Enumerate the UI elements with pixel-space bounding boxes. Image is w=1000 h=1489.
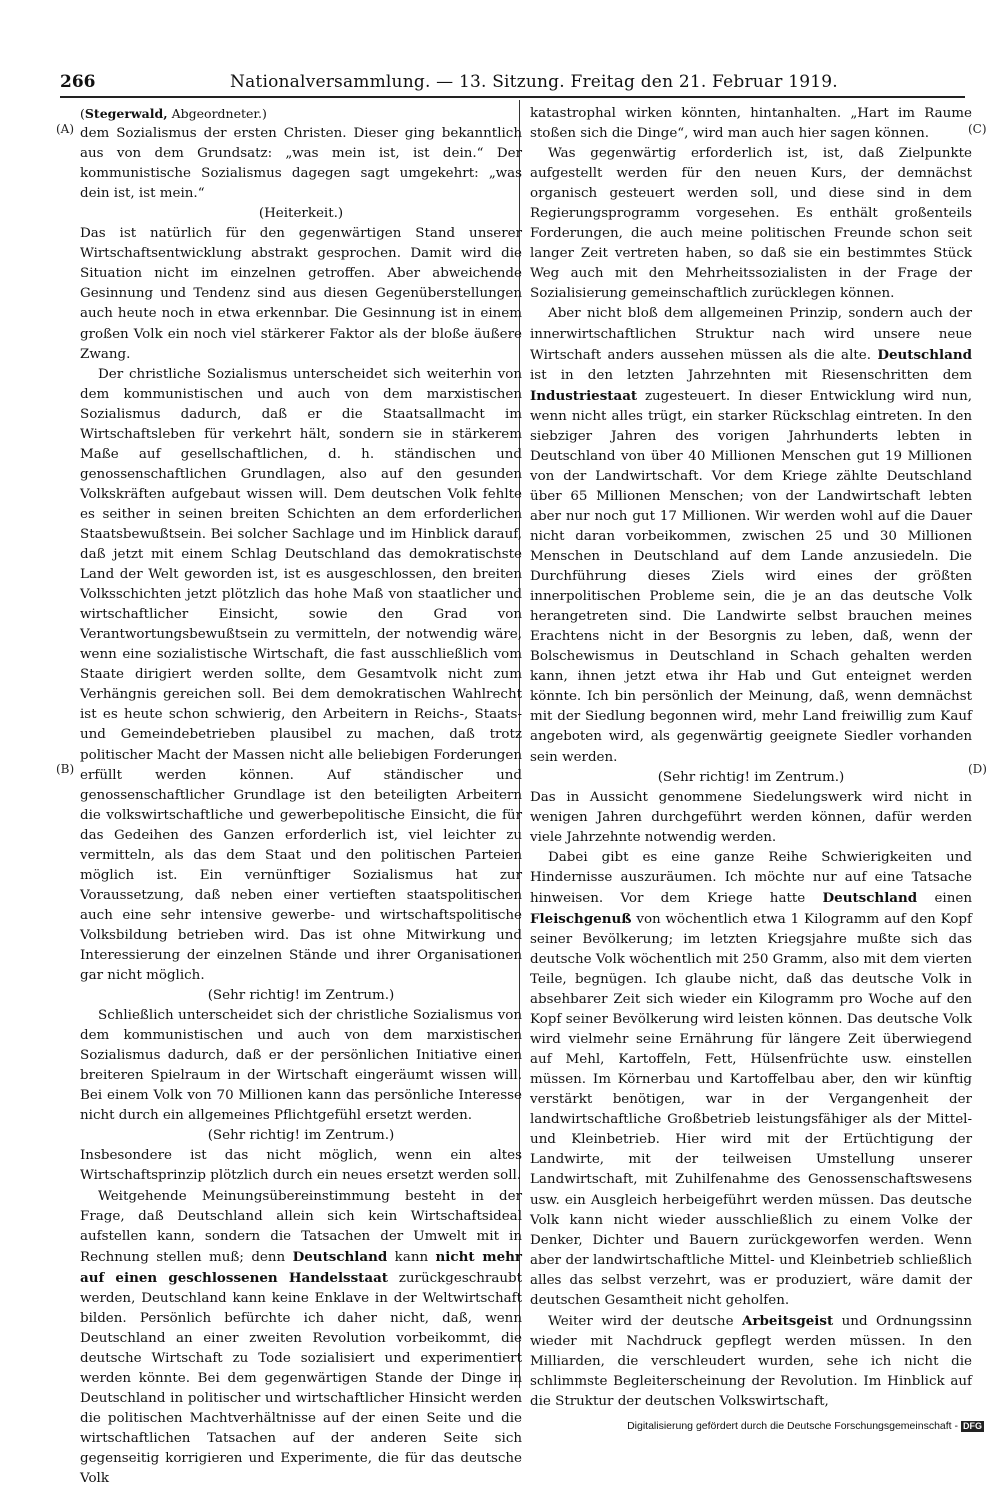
margin-label-d: (D) <box>968 762 987 776</box>
text-run: einen <box>934 890 972 906</box>
interjection: (Sehr richtig! im Zentrum.) <box>207 988 395 1004</box>
bold-term: Fleischgenuß <box>530 910 632 927</box>
footer-text: Digitalisierung gefördert durch die Deutsche Forschungsgemeinschaft - <box>627 1420 958 1432</box>
bold-term: Deutschland <box>877 346 972 363</box>
text-run: zugesteuert. In dieser Entwicklung wird nun, wenn nicht alles trügt, ein starker Rückschlag eintreten. In den siebziger Jahren des vorigen Jahrhunderts lebten in Deutschland von über 40 Millionen Menschen gut 19 Millionen von der Landwirtschaft. Vor dem Kriege zählte Deutschland über 65 Millionen Menschen; von der Landwirtschaft lebten aber nur noch gut 17 Millionen. Wir werden wohl auf die Dauer nicht daran vorbeikommen, zwischen 25 und 30 Millionen Menschen in Deutschland auf dem Lande anzusiedeln. Die Durchführung dieses Ziels wird eines der größten innerpolitischen Probleme sein, die je an das deutsche Volk herangetreten sind. Die Landwirte selbst brauchen meines Erachtens nicht in der Besorgnis zu leben, daß, wenn der Bolschewismus in Deutschland in Schach gehalten werden kann, ihnen jetzt etwa ihr Hab und Gut enteignet werden könnte. Ich bin persönlich der Meinung, daß, wenn demnächst mit der Siedlung begonnen wird, mehr Land freiwillig zum Kauf angeboten wird, als gegenwärtig geeignete Siedler vorhanden sein werden. <box>530 388 972 765</box>
text-run: zurückgeschraubt werden, Deutschland kann keine Enklave in der Weltwirtschaft bilden. Persönlich befürchte ich daher nicht, daß, wenn Deutschland an einer zweiten Revolution vorbeikommt, die deutsche Wirtschaft zu Tode sozialisiert und experimentiert werden könnte. Bei dem gegenwärtigen Stande der Dinge in Deutschland in politischer und wirtschaftlicher Hinsicht werden die politischen Machtverhältnisse auf der einen Seite und die wirtschaftlichen Tatsachen auf der anderen Seite sich gegenseitig korrigieren und Experimente, die für das deutsche Volk <box>80 1270 522 1487</box>
paragraph: Insbesondere ist das nicht möglich, wenn ein altes Wirtschaftsprinzip plötzlich durch ein neues ersetzt werden soll. <box>80 1148 522 1184</box>
page-header <box>60 72 965 98</box>
text-run: ist in den letzten Jahrzehnten mit Riesenschritten dem <box>530 367 972 383</box>
paragraph: Der christliche Sozialismus unterscheidet sich weiterhin von dem kommunistischen und auch von dem marxistischen Sozialismus dadurch, daß er die Staatsallmacht im Wirtschaftsleben für verkehrt hält, sondern sie in stärkerem Maße auf gesellschaftlichen, d. h. ständischen und genossenschaftlichen Grundlagen, also auf den gesunden Volkskräften aufgebaut wissen will. Dem deutschen Volk fehlte es seither in seinen breiten Schichten an dem erforderlichen Staatsbewußtsein. Bei solcher Sachlage und im Hinblick darauf, daß jetzt mit einem Schlag Deutschland das demokratischste Land der Welt geworden ist, ist es ausgeschlossen, den breiten Volksschichten jetzt plötzlich das hohe Maß von staatlicher und wirtschaftlicher Einsicht, sowie den Grad von Verantwortungsbewußtsein zu vermitteln, der notwendig wäre, wenn eine sozialistische Wirtschaft, die fast ausschließlich vom Staate dirigiert werden sollte, dem Gesamtvolk nicht zum Verhängnis gereichen soll. Bei dem demokratischen Wahlrecht ist es heute schon schwierig, den Arbeitern in Reichs-, Staats- und Gemeindebetrieben plausibel zu machen, daß trotz politischer Macht der Massen nicht alle beliebigen Forderungen erfüllt werden können. Auf ständischer und genossenschaftlicher Grundlage ist den beteiligten Arbeitern die volkswirtschaftliche und gewerbepolitische Einsicht, die für das Gedeihen des Ganzen erforderlich ist, viel leichter zu vermitteln, als das dem Staat und den politischen Parteien möglich ist. Ein vernünftiger Sozialismus hat zur Voraussetzung, daß neben einer vertieften staatspolitischen auch eine sehr intensive gewerbe- und wirtschaftspolitische Volksbildung betrieben wird. Das ist ohne Mitwirkung und Interessierung der einzelnen Stände und ihrer Organisationen gar nicht möglich. <box>80 366 522 984</box>
paragraph <box>530 304 972 767</box>
paragraph: Das in Aussicht genommene Siedelungswerk wird nicht in wenigen Jahren durchgeführt werden können, dafür werden viele Jahrzehnte notwendig werden. <box>530 789 972 845</box>
bold-term: Arbeitsgeist <box>742 1312 834 1329</box>
paragraph: katastrophal wirken könnten, hintanhalten. „Hart im Raume stoßen sich die Dinge“, wird man auch hier sagen können. <box>530 106 972 142</box>
text-run: von wöchentlich etwa 1 Kilogramm auf den Kopf seiner Bevölkerung; im letzten Kriegsjahre mußte sich das deutsche Volk wöchentlich mit 250 Gramm, also mit dem vierten Teile, begnügen. Ich glaube nicht, daß das deutsche Volk in absehbarer Zeit sich wieder ein Kilogramm pro Woche auf den Kopf seiner Bevölkerung wird leisten können. Das deutsche Volk wird vielmehr seine Ernährung für längere Zeit überwiegend auf Mehl, Kartoffeln, Fett, Hülsenfrüchte usw. einstellen müssen. Im Körnerbau und Kartoffelbau aber, den wir künftig verstärkt benötigen, war in der Vergangenheit der landwirtschaftliche Großbetrieb leistungsfähiger als der Mittel- und Kleinbetrieb. Hier wird mit der Ertüchtigung der Landwirte, mit der teilweisen Umstellung unserer Landwirtschaft, mit Zuhilfenahme des Genossenschaftswesens usw. ein Ausgleich herbeigeführt werden müssen. Das deutsche Volk kann nicht wieder ausschließlich zu einem Volke der Denker, Dichter und Bauern zurückgeworfen werden. Wenn aber der landwirtschaftliche Mittel- und Kleinbetrieb schließlich alles das selbst verzehrt, was er produziert, wäre damit der deutschen Gesamtheit nicht geholfen. <box>530 911 972 1308</box>
dfg-logo: DFG <box>963 1420 982 1431</box>
interjection: (Heiterkeit.) <box>258 206 344 222</box>
margin-label-c: (C) <box>968 122 987 136</box>
text-run: und Ordnungssinn wieder mit Nachdruck gepflegt werden müssen. In den Milliarden, die verschleudert wurden, sehe ich nicht die schlimmste Begleiterscheinung der Revolution. Im Hinblick auf die Struktur der deutschen Volkswirtschaft, <box>530 1313 973 1409</box>
paragraph: Was gegenwärtig erforderlich ist, ist, daß Zielpunkte aufgestellt werden für den neuen Kurs, der demnächst organisch gesteuert werden soll, und diese sind in dem Regierungsprogramm vorgesehen. Es enthält großenteils Forderungen, die auch meine politischen Freunde schon seit langer Zeit vertreten haben, so daß sie ein bestimmtes Stück Weg auch mit den Mehrheitssozialisten in der Frage der Sozialisierung gemeinschaftlich zurücklegen können. <box>530 146 972 302</box>
text-run: Aber nicht bloß dem allgemeinen Prinzip, sondern auch der innerwirtschaftlichen Struktur nach wird unsere neue Wirtschaft anders aussehen müssen als die alte. <box>530 306 972 363</box>
text-run: kann <box>394 1249 429 1265</box>
text-run: Weitgehende Meinungsübereinstimmung besteht in der Frage, daß Deutschland allein sich kein Wirtschaftsideal aufstellen kann, sondern die Tatsachen der Umwelt mit in Rechnung stellen muß; denn <box>80 1188 522 1265</box>
digitization-footer <box>627 1420 984 1432</box>
paragraph: Schließlich unterscheidet sich der christliche Sozialismus von dem kommunistischen und auch von dem marxistischen Sozialismus dadurch, daß er der persönlichen Initiative einen breiteren Spielraum in der Wirtschaft eingeräumt wissen will. Bei einem Volk von 70 Millionen kann das persönliche Interesse nicht durch ein allgemeines Pflichtgefühl ersetzt werden. <box>80 1008 522 1124</box>
paragraph <box>80 1187 522 1489</box>
margin-label-b: (B) <box>56 762 75 776</box>
paragraph: dem Sozialismus der ersten Christen. Dieser ging bekanntlich aus von dem Grundsatz: „was mein ist, ist dein.“ Der kommunistische Sozialismus dagegen sagt umgekehrt: „was dein ist, ist mein.“ <box>80 126 522 202</box>
paragraph: Das ist natürlich für den gegenwärtigen Stand unserer Wirtschaftsentwicklung abstrakt gesprochen. Damit wird die Situation nicht im einzelnen getroffen. Aber abweichende Gesinnung und Tendenz sind aus diesen Gegenüberstellungen auch heute noch in etwa erkennbar. Die Gesinnung ist in einem großen Volk ein noch viel stärkerer Faktor als der bloße äußere Zwang. <box>80 226 522 362</box>
header-title: Nationalversammlung. — 13. Sitzung. Freitag den 21. Februar 1919. <box>230 72 838 92</box>
interjection: (Sehr richtig! im Zentrum.) <box>207 1128 395 1144</box>
left-column <box>80 104 522 1489</box>
page-number: 266 <box>60 72 96 92</box>
interjection: (Sehr richtig! im Zentrum.) <box>657 769 845 785</box>
bold-term: Industriestaat <box>530 387 638 404</box>
right-column <box>530 104 972 1412</box>
bold-term: Deutschland <box>822 889 918 906</box>
margin-label-a: (A) <box>56 122 75 136</box>
bold-term: nicht mehr auf einen geschlossenen Handelsstaat <box>80 1248 522 1286</box>
paragraph <box>530 1311 972 1412</box>
paragraph <box>530 848 972 1311</box>
text-run: Weiter wird der deutsche <box>548 1313 734 1329</box>
speaker-line: (Stegerwald, Abgeordneter.) <box>80 106 267 121</box>
speaker-name: Stegerwald, <box>84 106 168 121</box>
text-run: Dabei gibt es eine ganze Reihe Schwierigkeiten und Hindernisse auszuräumen. Ich möchte nur auf eine Tatsache hinweisen. Vor dem Kriege hatte <box>530 849 972 906</box>
speaker-role: Abgeordneter. <box>171 106 262 121</box>
bold-term: Deutschland <box>292 1248 388 1265</box>
